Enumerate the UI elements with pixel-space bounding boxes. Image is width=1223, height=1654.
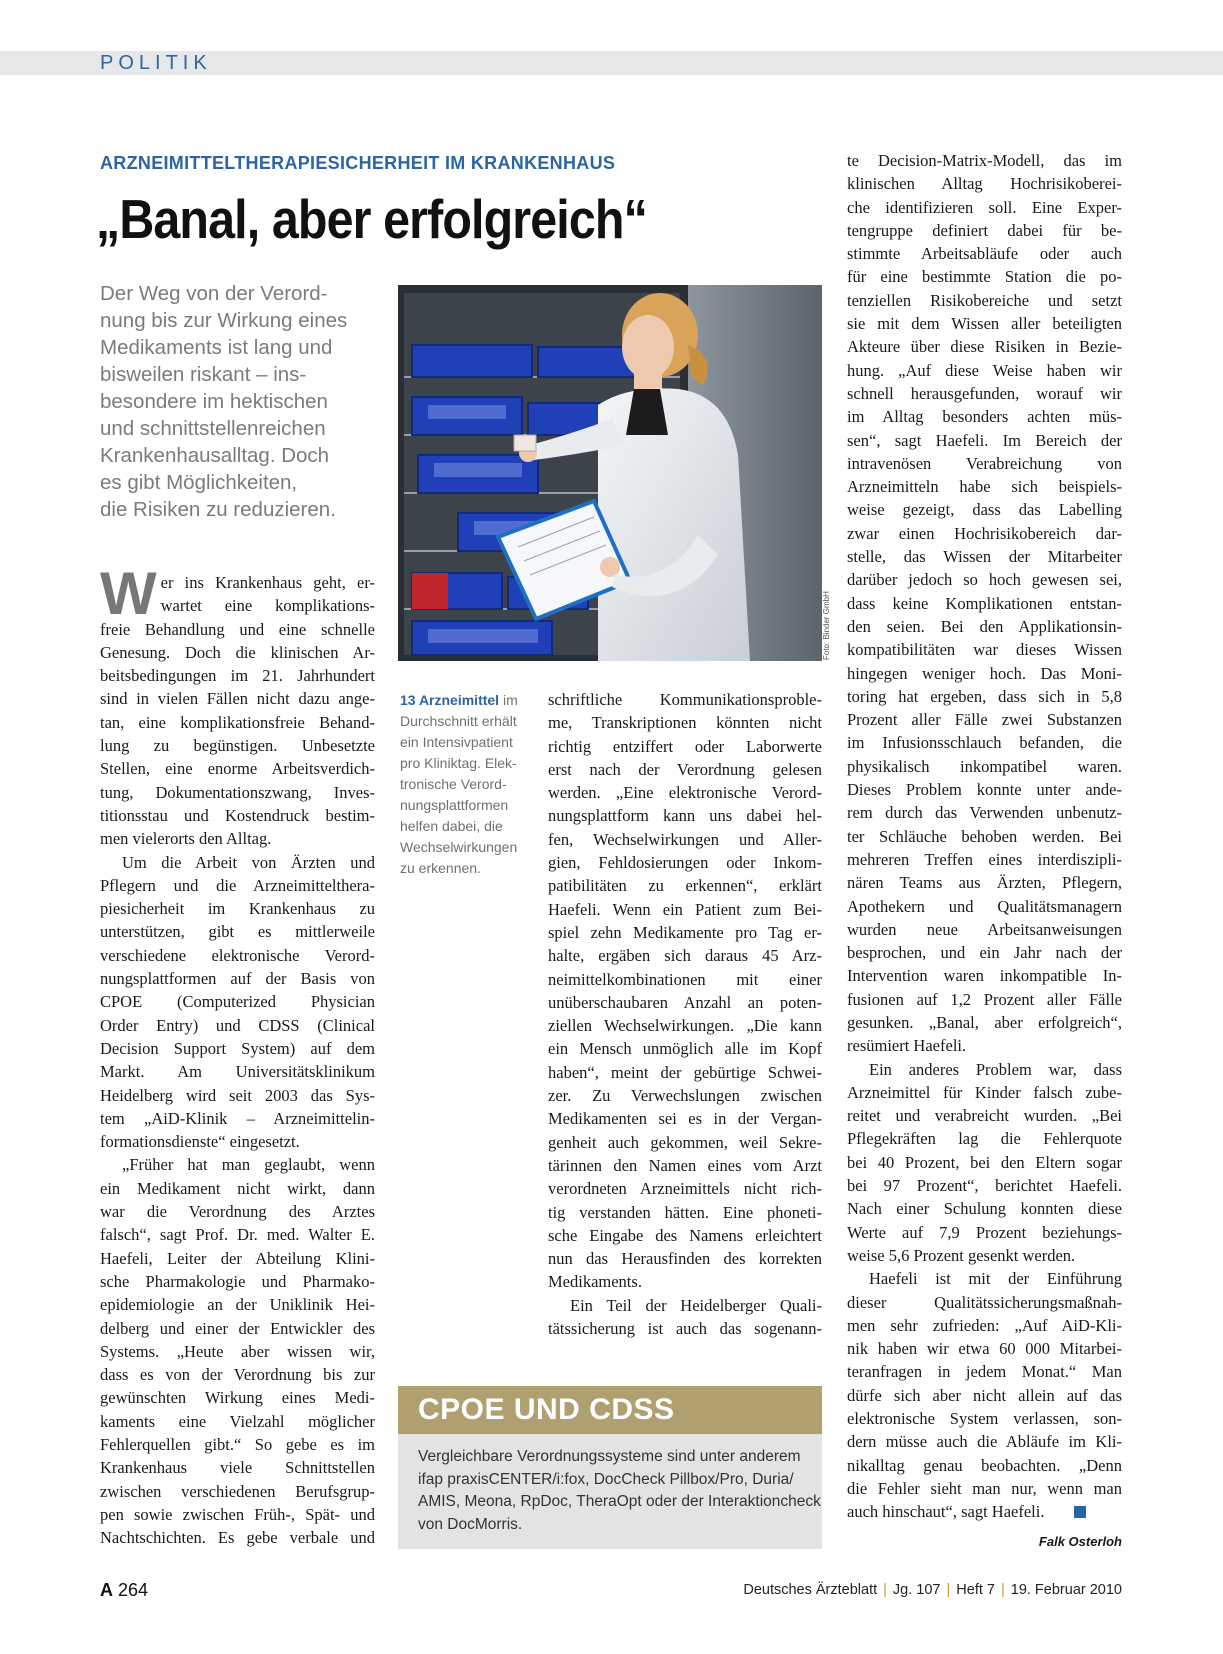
text-line: Pflegern und die Arzneimittelthera-	[100, 875, 375, 895]
text-line: ter Schläuche behoben werden. Bei	[847, 826, 1122, 846]
text-line: che identifizieren soll. Eine Exper-	[847, 197, 1122, 217]
text-line: sche Pharmakologie und Pharmako-	[100, 1271, 375, 1291]
text-line: gewünschten Wirkung eines Medi-	[100, 1388, 375, 1408]
text-line: bei 97 Prozent“, berichtet Haefeli.	[847, 1176, 1122, 1196]
info-box	[398, 1386, 822, 1549]
text-line: piesicherheit im Krankenhaus zu	[100, 899, 375, 919]
text-line: Nach einer Schulung konnten diese	[847, 1199, 1122, 1219]
text-line: Arzneimittel für Kinder falsch zube-	[847, 1082, 1122, 1102]
text-line: Werte auf 7,9 Prozent beziehungs-	[847, 1222, 1122, 1242]
text-line: fusionen auf 1,2 Prozent aller Fälle	[847, 989, 1122, 1009]
text-line: teranfragen in jedem Monat.“ Man	[847, 1362, 1122, 1382]
text-line: Ein Teil der Heidelberger Quali-	[570, 1295, 822, 1315]
text-line: Prozent aller Fälle zwei Substanzen	[847, 710, 1122, 730]
text-line: sche Eingabe des Namens erleichtert	[548, 1225, 822, 1245]
teaser-line: es gibt Möglichkeiten,	[100, 471, 298, 494]
text-line: erst nach der Verordnung gelesen	[548, 759, 822, 779]
text-line: intravenösen Verabreichung von	[847, 453, 1122, 473]
text-line: nikalltag genau beobachten. „Denn	[847, 1455, 1122, 1475]
journal-name: Deutsches Ärzteblatt	[743, 1582, 878, 1598]
text-line: sie mit dem Wissen aller beteiligten	[847, 314, 1122, 334]
text-line: halte, ergäben sich daraus 45 Arz-	[548, 946, 822, 966]
text-line: lung zu begünstigen. Unbesetzte	[100, 736, 375, 756]
text-line: beitsbedingungen im 21. Jahrhundert	[100, 666, 375, 686]
text-line: hung. „Auf diese Weise haben wir	[847, 360, 1122, 380]
text-line: te Decision-Matrix-Modell, das im	[847, 151, 1122, 170]
text-line: Intervention waren inkompatible In-	[847, 966, 1122, 986]
info-box-line: von DocMorris.	[418, 1515, 523, 1533]
issue-date: 19. Februar 2010	[1010, 1582, 1122, 1598]
text-line: Pflegekräften lag die Fehlerquote	[847, 1129, 1122, 1149]
teaser-line: bisweilen riskant – ins-	[100, 363, 307, 386]
section-label: POLITIK	[100, 52, 212, 74]
info-box-line: ifap praxisCENTER/i:fox, DocCheck Pillbox/Pro, Duria/	[418, 1470, 794, 1488]
text-line: spiel zehn Medikamente pro Tag er-	[548, 922, 822, 942]
text-line: hingegen weniger hoch. Das Moni-	[847, 663, 1122, 683]
page-prefix: A	[100, 1580, 113, 1600]
text-line: wurden neue Arbeitsanweisungen	[847, 919, 1122, 939]
text-line: fen, Wechselwirkungen und Aller-	[548, 829, 822, 849]
text-line: Stellen, eine enorme Arbeitsverdich-	[100, 759, 375, 779]
text-line-final	[847, 1500, 1122, 1523]
article-column-2	[548, 688, 822, 1340]
text-line: formationsdienste“ eingesetzt.	[100, 1132, 300, 1152]
text-line: Dieses Problem konnte unter ande-	[847, 780, 1122, 800]
text-line: neimittelkombinationen mit einer	[548, 969, 822, 989]
text-line: Fehlerquellen gibt.“ So gebe es im	[100, 1434, 375, 1454]
text-line: men vielerorts den Alltag.	[100, 829, 272, 849]
page-number-value: 264	[118, 1580, 149, 1600]
text-line: titionsstau und Kostendruck bestim-	[100, 805, 375, 825]
article-column-1	[100, 560, 375, 1549]
text-line: Markt. Am Universitätsklinikum	[100, 1062, 375, 1082]
text-line-final-text: auch hinschaut“, sagt Haefeli.	[847, 1502, 1045, 1522]
text-line: ziellen Wechselwirkungen. „Die kann	[548, 1016, 822, 1036]
text-line: nären Teams aus Ärzten, Pflegern,	[847, 873, 1122, 893]
text-line: physikalisch inkompatibel waren.	[847, 756, 1122, 776]
article-teaser	[100, 280, 390, 523]
text-line: tan, eine komplikationsfreie Behand-	[100, 712, 375, 732]
text-line: CPOE (Computerized Physician	[100, 992, 375, 1012]
text-line: tenziellen Risikobereiche und setzt	[847, 290, 1122, 310]
text-line: den seien. Bei den Applikationsin-	[847, 616, 1122, 636]
text-line: er ins Krankenhaus geht, er-	[160, 573, 375, 592]
text-line: pen sowie zwischen Früh-, Spät- und	[100, 1504, 375, 1524]
teaser-line: nung bis zur Wirkung eines	[100, 309, 348, 332]
text-line: Krankenhaus viele Schnittstellen	[100, 1458, 375, 1478]
text-line: besprochen, und ein Jahr nach der	[847, 943, 1122, 963]
text-line: mehreren Treffen eines interdiszipli-	[847, 849, 1122, 869]
caption-line: Wechselwirkungen	[400, 839, 518, 855]
text-line: Systems. „Heute aber wissen wir,	[100, 1341, 375, 1361]
text-line: ein Mensch unmöglich alle im Kopf	[548, 1039, 822, 1059]
text-line: tig verstanden hätten. Eine phoneti-	[548, 1202, 822, 1222]
text-line: dieser Qualitätssicherungsmaßnah-	[847, 1292, 1122, 1312]
drop-cap: W	[100, 560, 157, 627]
text-line: unüberschaubaren Anzahl an poten-	[548, 992, 822, 1012]
text-line: Apothekern und Qualitätsmanagern	[847, 896, 1122, 916]
text-line: tärinnen den Namen eines vom Arzt	[548, 1155, 822, 1175]
text-line: Genesung. Doch die klinischen Ar-	[100, 642, 375, 662]
teaser-line: Medikaments ist lang und	[100, 336, 333, 359]
info-box-title: CPOE UND CDSS	[418, 1393, 675, 1426]
text-line: kaments eine Vielzahl möglicher	[100, 1411, 375, 1431]
text-line: Heidelberg wird seit 2003 das Sys-	[100, 1085, 375, 1105]
text-line: tätssicherung ist auch das sogenann-	[548, 1319, 822, 1339]
text-line: für eine bestimmte Station die po-	[847, 267, 1122, 287]
text-line: kompatibilitäten war dieses Wissen	[847, 640, 1122, 660]
caption-line: helfen dabei, die	[400, 818, 503, 834]
text-line: Akteure über diese Risiken in Bezie-	[847, 337, 1122, 357]
text-line: Medikamenten sei es in der Vergan-	[548, 1109, 822, 1129]
teaser-line: Krankenhausalltag. Doch	[100, 444, 330, 467]
text-line: elektronische System verlassen, son-	[847, 1409, 1122, 1429]
teaser-line: die Risiken zu reduzieren.	[100, 498, 336, 521]
end-of-article-square-icon	[1074, 1506, 1086, 1518]
text-line: nungsplattform kann uns dabei hel-	[548, 806, 822, 826]
text-line: freie Behandlung und eine schnelle	[100, 619, 375, 639]
text-line: patibilitäten zu erkennen“, erklärt	[548, 876, 822, 896]
caption-line	[400, 690, 535, 711]
teaser-line: besondere im hektischen	[100, 390, 328, 413]
footer-publication	[743, 1582, 1122, 1598]
text-line: unterstützen, gibt es mittlerweile	[100, 922, 375, 942]
text-line: Nachtschichten. Es gebe verbale und	[100, 1528, 375, 1548]
text-line: die Fehler sieht man nur, wenn man	[847, 1478, 1122, 1498]
text-line: bei 40 Prozent, bei den Eltern sogar	[847, 1152, 1122, 1172]
caption-line: Durchschnitt erhält	[400, 713, 517, 729]
text-line: werden. „Eine elektronische Verord-	[548, 783, 822, 803]
text-line: nik haben wir etwa 60 000 Mitarbei-	[847, 1339, 1122, 1359]
text-line: sind in vielen Fällen nicht dazu ange-	[100, 689, 375, 709]
text-line: gesunken. „Banal, aber erfolgreich“,	[847, 1012, 1122, 1032]
teaser-line: und schnittstellenreichen	[100, 417, 326, 440]
text-line: Medikaments.	[548, 1272, 642, 1292]
page-number	[100, 1580, 148, 1601]
text-line: schnell herausgefunden, worauf wir	[847, 383, 1122, 403]
article-headline: „Banal, aber erfolgreich“	[96, 188, 647, 250]
article-column-3	[847, 149, 1122, 1524]
caption-line: pro Kliniktag. Elek-	[400, 755, 517, 771]
text-line: wartet eine komplikations-	[160, 596, 375, 616]
caption-line: ein Intensivpatient	[400, 734, 513, 750]
photo-credit: Foto: Binder GmbH	[822, 591, 831, 660]
caption-line: tronische Verord-	[400, 776, 507, 792]
text-line: war die Verordnung des Arztes	[100, 1202, 375, 1222]
text-line: tung, Dokumentationszwang, Inves-	[100, 782, 375, 802]
text-line: Order Entry) und CDSS (Clinical	[100, 1015, 375, 1035]
text-line: weise gezeigt, dass das Labelling	[847, 500, 1122, 520]
journal-issue: Heft 7	[956, 1582, 995, 1598]
text-line: falsch“, sagt Prof. Dr. med. Walter E.	[100, 1225, 375, 1245]
caption-first-rest: im	[499, 692, 518, 708]
text-line: Um die Arbeit von Ärzten und	[122, 852, 375, 872]
text-line: epidemiologie an der Uniklinik Hei-	[100, 1295, 375, 1315]
text-line: dass keine Komplikationen entstan-	[847, 593, 1122, 613]
text-line: Haefeli ist mit der Einführung	[869, 1269, 1122, 1289]
caption-line: zu erkennen.	[400, 860, 481, 876]
text-line: im Alltag besonders achten müs-	[847, 407, 1122, 427]
article-kicker: ARZNEIMITTELTHERAPIESICHERHEIT IM KRANKENHAUS	[100, 153, 616, 173]
text-line: nun das Herausfinden des korrekten	[548, 1249, 822, 1269]
text-line: verordneten Arzneimittels nicht rich-	[548, 1179, 822, 1199]
text-line: Decision Support System) auf dem	[100, 1038, 375, 1058]
text-line: zwar einen Hochrisikobereich dar-	[847, 523, 1122, 543]
article-photo	[398, 285, 822, 661]
photo-caption	[400, 690, 535, 879]
footer-separator: |	[946, 1582, 951, 1598]
info-box-header	[398, 1386, 822, 1434]
author-name: Falk Osterloh	[1038, 1534, 1122, 1549]
text-line: klinischen Alltag Hochrisikoberei-	[847, 174, 1122, 194]
text-line: genheit auch gekommen, weil Sekre-	[548, 1132, 822, 1152]
text-line: tem „AiD-Klinik – Arzneimittelin-	[100, 1108, 375, 1128]
text-line: im Infusionsschlauch befanden, die	[847, 733, 1122, 753]
text-line: toring hat ergeben, dass sich in 5,8	[847, 686, 1122, 706]
text-line: darüber jedoch so hoch gewesen sei,	[847, 570, 1122, 590]
text-line: rem durch das Verwenden unbenutz-	[847, 803, 1122, 823]
text-line: verschiedene elektronische Verord-	[100, 945, 375, 965]
text-line: weise 5,6 Prozent gesenkt werden.	[847, 1245, 1076, 1265]
text-line: sen“, sagt Haefeli. Im Bereich der	[847, 430, 1122, 450]
text-line: zwischen verschiedenen Berufsgrup-	[100, 1481, 375, 1501]
footer-separator: |	[883, 1582, 887, 1598]
text-line: me, Transkriptionen könnten nicht	[548, 713, 822, 733]
text-line: dass es von der Verordnung bis zur	[100, 1365, 375, 1385]
text-line: reitet und verabreicht wurden. „Bei	[847, 1106, 1122, 1126]
text-line: Ein anderes Problem war, dass	[869, 1059, 1122, 1079]
text-line: haben“, meint der gebürtige Schwei-	[548, 1062, 822, 1082]
text-line: nungsplattformen auf der Basis von	[100, 969, 375, 989]
text-line: dern müsse auch die Abläufe im Kli-	[847, 1432, 1122, 1452]
text-line: schriftliche Kommunikationsproble-	[548, 690, 822, 709]
caption-bold: 13 Arzneimittel	[400, 692, 500, 708]
text-line: tengruppe definiert dabei für be-	[847, 220, 1122, 240]
text-line: men sehr zufrieden: „Auf AiD-Kli-	[847, 1315, 1122, 1335]
teaser-line: Der Weg von der Verord-	[100, 282, 328, 305]
caption-line: nungsplattformen	[400, 797, 509, 813]
text-line: gien, Fehldosierungen oder Inkom-	[548, 853, 822, 873]
text-line: zer. Zu Verwechslungen zwischen	[548, 1086, 822, 1106]
text-line: „Früher hat man geglaubt, wenn	[122, 1155, 375, 1175]
pharmacist-photo-illustration	[398, 285, 822, 661]
text-line: delberg und einer der Entwickler des	[100, 1318, 375, 1338]
text-line: stimmte Arbeitsabläufe oder auch	[847, 244, 1122, 264]
info-box-body	[418, 1446, 821, 1536]
text-line: ein Medikament nicht wirkt, dann	[100, 1178, 375, 1198]
text-line: dürfe sich aber nicht allein auf das	[847, 1385, 1122, 1405]
journal-volume: Jg. 107	[892, 1582, 941, 1598]
info-box-line: AMIS, Meona, RpDoc, TheraOpt oder der Interaktioncheck	[418, 1493, 821, 1510]
text-line: Arzneimitteln habe sich beispiels-	[847, 477, 1122, 497]
info-box-line: Vergleichbare Verordnungssysteme sind unter anderem	[418, 1448, 801, 1465]
text-line: resümiert Haefeli.	[847, 1036, 967, 1056]
text-line: Haefeli. Wenn ein Patient zum Bei-	[548, 899, 822, 919]
text-line: stelle, das Wissen der Mitarbeiter	[847, 547, 1122, 567]
footer-separator: |	[1000, 1582, 1005, 1598]
text-line: richtig entziffert oder Laborwerte	[548, 736, 822, 756]
text-line: Haefeli, Leiter der Abteilung Klini-	[100, 1248, 375, 1268]
